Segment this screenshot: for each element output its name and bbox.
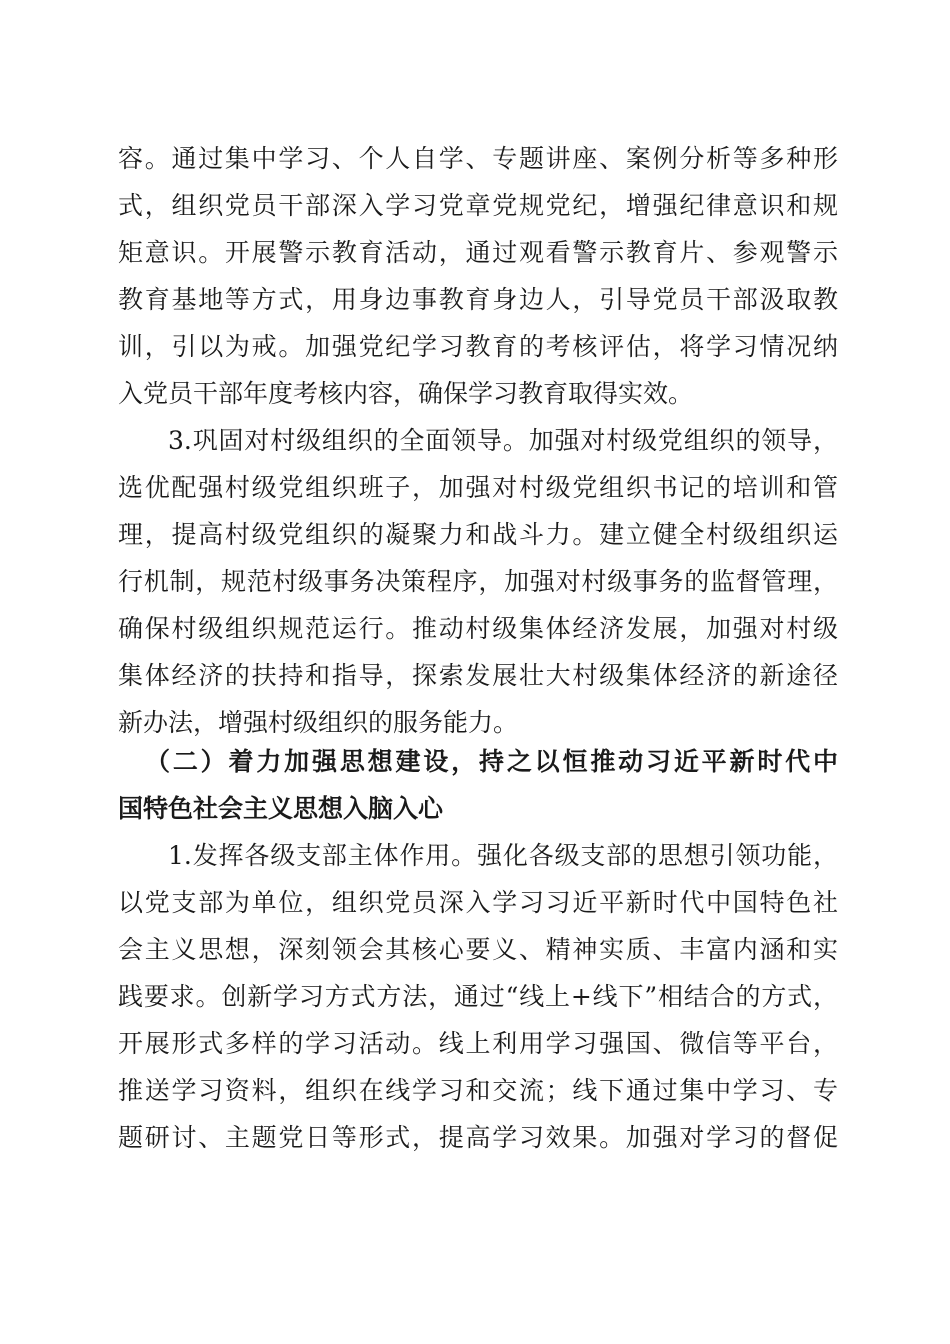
paragraph-line: 践要求。创新学习方式方法，通过“线上+线下”相结合的方式， xyxy=(118,982,838,1011)
paragraph-line: 入党员干部年度考核内容，确保学习教育取得实效。 xyxy=(118,379,694,408)
paragraph-line: 式，组织党员干部深入学习党章党规党纪，增强纪律意识和规 xyxy=(118,191,838,220)
paragraph-line: 训，引以为戒。加强党纪学习教育的考核评估，将学习情况纳 xyxy=(118,332,838,361)
paragraph-line: 3.巩固对村级组织的全面领导。加强对村级党组织的领导， xyxy=(168,426,838,455)
paragraph-line: 容。通过集中学习、个人自学、专题讲座、案例分析等多种形 xyxy=(118,144,838,173)
paragraph-line: 推送学习资料，组织在线学习和交流；线下通过集中学习、专 xyxy=(118,1076,838,1105)
paragraph-line: 教育基地等方式，用身边事教育身边人，引导党员干部汲取教 xyxy=(118,285,838,314)
section-heading-line: （二）着力加强思想建设，持之以恒推动习近平新时代中 xyxy=(145,747,838,776)
paragraph-line: 理，提高村级党组织的凝聚力和战斗力。建立健全村级组织运 xyxy=(118,520,838,549)
paragraph-line: 会主义思想，深刻领会其核心要义、精神实质、丰富内涵和实 xyxy=(118,935,838,964)
paragraph-line: 选优配强村级党组织班子，加强对村级党组织书记的培训和管 xyxy=(118,473,838,502)
paragraph-line: 以党支部为单位，组织党员深入学习习近平新时代中国特色社 xyxy=(118,888,838,917)
paragraph-line: 新办法，增强村级组织的服务能力。 xyxy=(118,708,519,737)
paragraph-line: 行机制，规范村级事务决策程序，加强对村级事务的监督管理， xyxy=(118,567,838,596)
paragraph-line: 开展形式多样的学习活动。线上利用学习强国、微信等平台， xyxy=(118,1029,838,1058)
paragraph-line: 题研讨、主题党日等形式，提高学习效果。加强对学习的督促 xyxy=(118,1123,838,1152)
paragraph-line: 1.发挥各级支部主体作用。强化各级支部的思想引领功能， xyxy=(168,841,838,870)
section-heading-line: 国特色社会主义思想入脑入心 xyxy=(118,794,444,823)
paragraph-line: 矩意识。开展警示教育活动，通过观看警示教育片、参观警示 xyxy=(118,238,838,267)
paragraph-line: 确保村级组织规范运行。推动村级集体经济发展，加强对村级 xyxy=(118,614,838,643)
paragraph-line: 集体经济的扶持和指导，探索发展壮大村级集体经济的新途径 xyxy=(118,661,838,690)
